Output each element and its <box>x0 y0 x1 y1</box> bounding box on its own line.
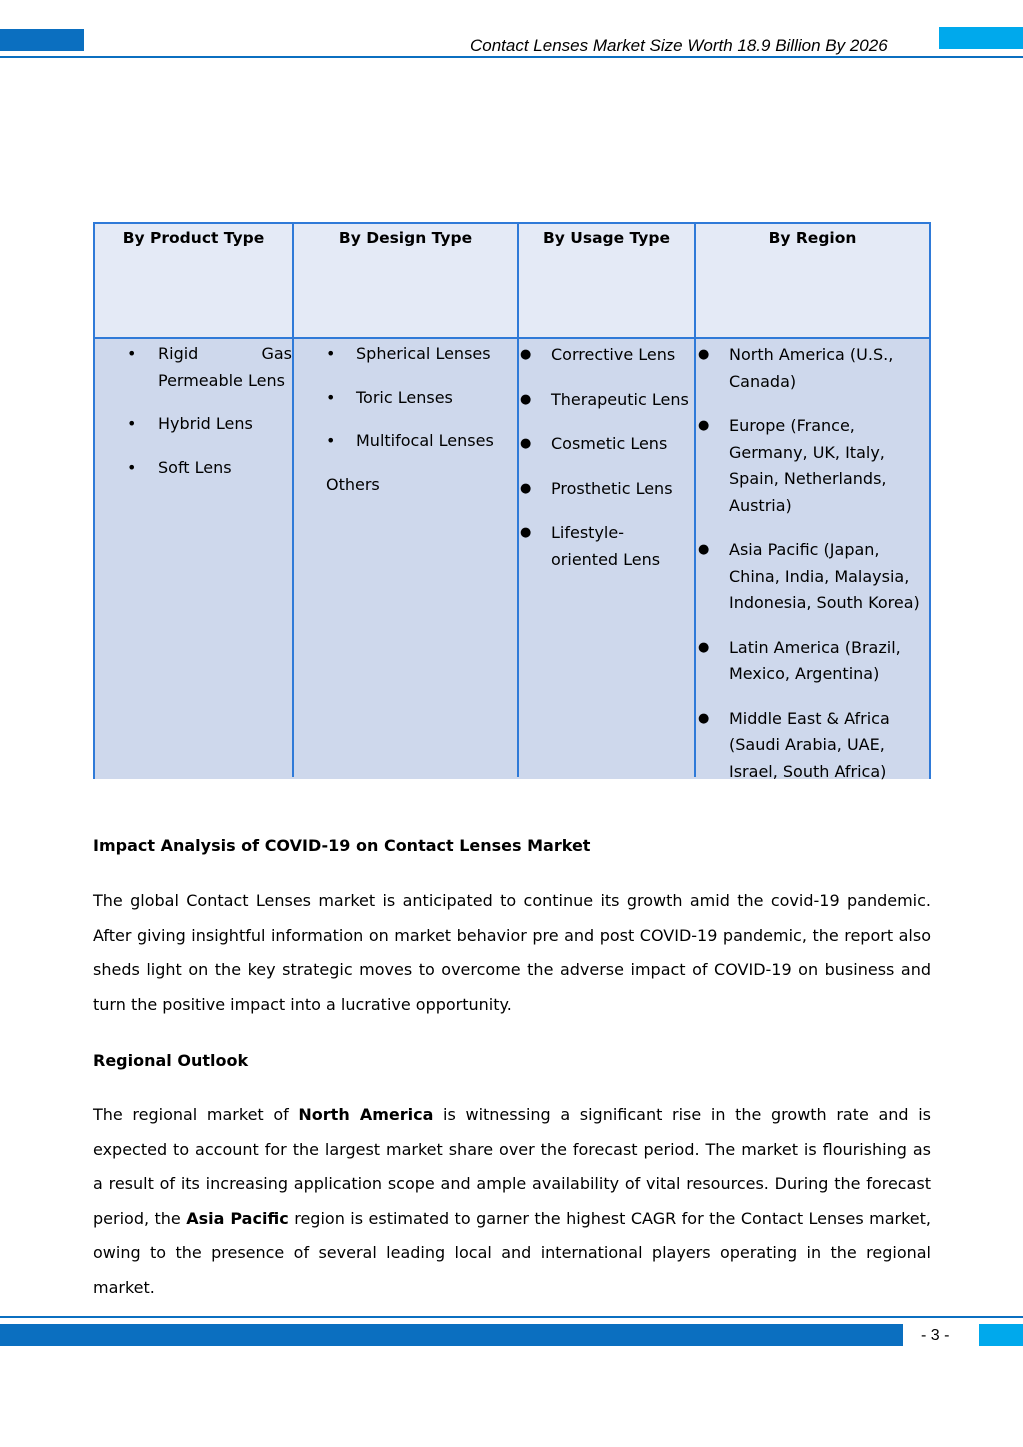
bullet-icon: ● <box>520 525 532 540</box>
table-divider <box>517 224 519 777</box>
list-item: • Spherical Lenses <box>326 341 516 368</box>
list-item: ● Asia Pacific (Japan, China, India, Malaysia, Indonesia, South Korea) <box>698 537 930 617</box>
regional-heading: Regional Outlook <box>93 1051 249 1070</box>
usage-type-list <box>520 342 695 573</box>
footer-bar <box>0 1324 903 1346</box>
covid-heading: Impact Analysis of COVID-19 on Contact Lenses Market <box>93 836 591 855</box>
list-item: ● Lifestyle-oriented Lens <box>520 520 695 573</box>
segmentation-table <box>93 222 931 779</box>
bullet-icon: • <box>127 414 137 433</box>
list-item: • Hybrid Lens <box>127 411 292 438</box>
regional-paragraph: The regional market of North America is witnessing a significant rise in the growth rate and is expected to account for the largest market share over the forecast period. The market is flourishing as a result of its increasing application scope and ample availability of vital resources. During the forecast period, the Asia Pacific region is estimated to garner the highest CAGR for the Contact Lenses market, owing to the presence of several leading local and international players operating in the regional market. <box>93 1105 932 1297</box>
table-header-region: By Region <box>768 229 857 247</box>
table-header-row <box>95 224 929 339</box>
table-header-usage-type: By Usage Type <box>542 229 671 247</box>
table-header-design-type: By Design Type <box>338 229 473 247</box>
bullet-icon: ● <box>520 391 532 407</box>
bullet-icon: ● <box>698 347 710 362</box>
bullet-icon: • <box>127 457 137 477</box>
bullet-icon: ● <box>698 639 710 655</box>
list-item: ● Corrective Lens <box>520 342 695 369</box>
bullet-icon: ● <box>698 710 710 726</box>
bullet-icon: • <box>326 344 336 363</box>
bullet-icon: ● <box>520 347 532 362</box>
table-body-row <box>95 339 929 779</box>
bullet-icon: ● <box>520 436 532 451</box>
list-item: ● Europe (France, Germany, UK, Italy, Spain, Netherlands, Austria) <box>698 413 930 519</box>
bullet-icon: ● <box>698 418 710 433</box>
list-item: • Soft Lens <box>127 455 292 482</box>
asia-pacific-emphasis: Asia Pacific <box>186 1208 289 1228</box>
bullet-icon: • <box>127 344 137 363</box>
header-title: Contact Lenses Market Size Worth 18.9 Billion By 2026 <box>470 36 888 55</box>
list-item-others: Others <box>326 474 380 494</box>
table-divider <box>694 224 696 777</box>
bullet-icon: • <box>326 387 336 407</box>
list-item: ● North America (U.S., Canada) <box>698 342 930 395</box>
list-item: ● Cosmetic Lens <box>520 431 695 458</box>
footer-right-bar <box>979 1324 1023 1346</box>
header-right-bar <box>939 27 1023 49</box>
north-america-emphasis: North America <box>298 1105 434 1124</box>
header-rule <box>0 56 1023 58</box>
list-item: ● Latin America (Brazil, Mexico, Argentina) <box>698 635 930 688</box>
bullet-icon: ● <box>520 480 532 496</box>
list-item: • Multifocal Lenses <box>326 428 516 455</box>
table-header-product-type: By Product Type <box>122 229 265 247</box>
page-number: - 3 - <box>921 1327 950 1344</box>
list-item: • Rigid Gas Permeable Lens <box>127 341 292 394</box>
region-list <box>698 342 930 785</box>
bullet-icon: ● <box>698 542 710 557</box>
table-divider <box>292 224 294 777</box>
design-type-list <box>326 341 516 498</box>
list-item: ● Prosthetic Lens <box>520 476 695 503</box>
bullet-icon: • <box>326 431 336 450</box>
covid-paragraph: The global Contact Lenses market is anticipated to continue its growth amid the covid-19 pandemic. After giving insightful information on market behavior pre and post COVID-19 pandemic, the report also sheds light on the key strategic moves to overcome the adverse impact of COVID-19 on business and turn the positive impact into a lucrative opportunity. <box>93 891 931 1014</box>
list-item: ● Middle East & Africa (Saudi Arabia, UAE, Israel, South Africa) <box>698 706 930 786</box>
header-left-bar <box>0 29 84 51</box>
list-item: • Toric Lenses <box>326 385 516 412</box>
footer-rule <box>0 1316 1023 1318</box>
list-item: ● Therapeutic Lens <box>520 387 695 414</box>
product-type-list <box>127 341 292 481</box>
